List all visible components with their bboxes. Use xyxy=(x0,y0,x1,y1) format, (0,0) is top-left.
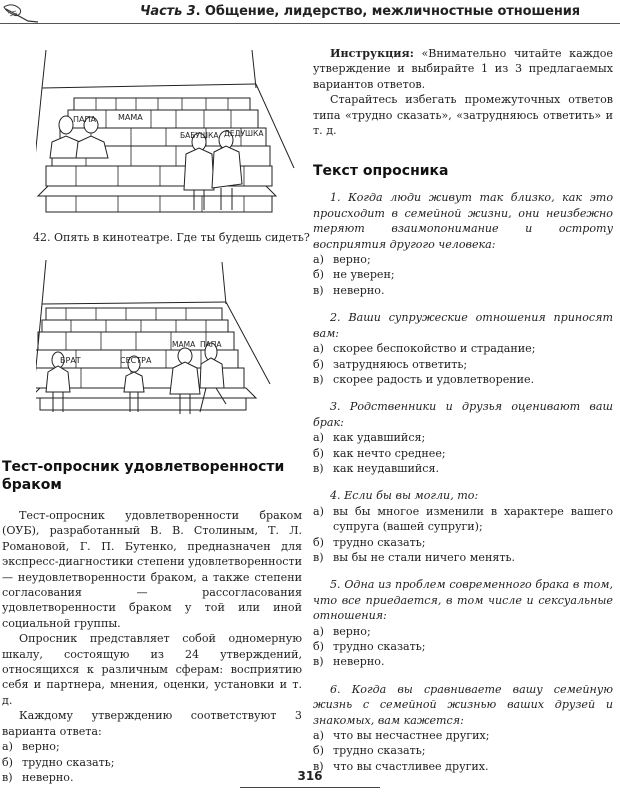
question-text: 1. Когда люди живут так близко, как это происходит в семейной жизни, они неизбежно теряют взаимопонимание и остроту восприятия другого человека: xyxy=(313,191,613,251)
option-label: а) xyxy=(2,740,13,754)
answer-option xyxy=(313,624,613,639)
answer-option xyxy=(313,654,613,669)
instruction-paragraph xyxy=(313,46,613,92)
option-text: как нечто среднее; xyxy=(333,446,446,460)
option-label: а) xyxy=(313,729,324,743)
question-text: 2. Ваши супружеские отношения приносят вам: xyxy=(313,311,613,340)
option-text: трудно сказать; xyxy=(333,640,426,653)
seat-label: МАМА xyxy=(118,113,143,122)
seat-label: БРАТ xyxy=(60,356,81,365)
option-label: б) xyxy=(313,640,325,653)
section-heading: Текст опросника xyxy=(313,163,449,180)
answer-option xyxy=(2,755,302,770)
option-text: верно; xyxy=(22,740,60,754)
option-label: в) xyxy=(313,372,324,386)
option-text: верно; xyxy=(333,253,371,267)
answer-option xyxy=(313,504,613,535)
spacer xyxy=(313,565,613,577)
answer-option xyxy=(313,430,613,445)
spacer xyxy=(313,476,613,488)
option-text: верно; xyxy=(333,624,371,638)
option-text: трудно сказать; xyxy=(333,744,426,758)
answer-option xyxy=(2,739,302,754)
instruction-label: Инструкция: xyxy=(330,47,414,60)
answer-option xyxy=(313,728,613,743)
questionnaire-list xyxy=(313,190,613,774)
running-header xyxy=(0,0,620,26)
seat-label: ДЕДУШКА xyxy=(224,129,264,138)
option-label: а) xyxy=(313,504,324,518)
person-figure xyxy=(46,343,226,414)
option-text: что вы счастливее других. xyxy=(333,759,489,773)
option-label: в) xyxy=(2,770,13,784)
answer-option xyxy=(313,461,613,476)
option-label: в) xyxy=(313,461,324,475)
quill-pen-icon xyxy=(2,1,42,25)
question-text: 5. Одна из проблем современного брака в том, что все приедается, в том числе и сексуальные отношения: xyxy=(313,578,613,623)
option-text: вы бы многое изменили в характере вашего супруга (вашей супруги); xyxy=(333,504,613,534)
option-text: как неудавшийся. xyxy=(333,461,440,475)
option-text: скорее радость и удовлетворение. xyxy=(333,372,535,386)
figure-caption: 42. Опять в кинотеатре. Где ты будешь сидеть? xyxy=(33,231,310,244)
question-text: 3. Родственники и друзья оценивают ваш брак: xyxy=(313,400,613,429)
answer-option xyxy=(313,550,613,565)
spacer xyxy=(313,387,613,399)
cinema-illustration-1 xyxy=(36,50,298,220)
option-text: трудно сказать; xyxy=(22,755,115,769)
paragraph: Каждому утверждению соответствуют 3 варианта ответа: xyxy=(2,709,302,738)
answer-option xyxy=(313,283,613,298)
option-label: а) xyxy=(313,342,324,356)
option-label: б) xyxy=(313,535,325,549)
paragraph: Опросник представляет собой одномерную шкалу, состоящую из 24 утверждений, относящихся к различным сферам: восприятию себя и партнера, мнения, оценки, установки и т. д. xyxy=(2,632,302,707)
option-text: затрудняюсь ответить; xyxy=(333,357,468,371)
header-rule xyxy=(0,23,620,24)
option-label: б) xyxy=(313,357,325,371)
option-label: в) xyxy=(313,759,324,773)
option-label: б) xyxy=(313,744,325,758)
header-title xyxy=(140,4,580,19)
answer-option xyxy=(313,743,613,758)
paragraph: Тест-опросник удовлетворенности браком (ОУБ), разработанный В. В. Столиным, Т. Л. Ромaновой, Г. П. Бутенко, предназначен для экспресс-диагностики степени удовлетворенности — неудовлетворенности браком, а также степени согласования — рассогласования удовлетворенности браком у той или иной социальной группы. xyxy=(2,509,302,630)
option-label: б) xyxy=(2,755,14,769)
option-label: б) xyxy=(313,268,325,282)
seat-label: БАБУШКА xyxy=(180,131,219,140)
seat-label: СЕСТРА xyxy=(120,356,152,365)
answer-option xyxy=(313,446,613,461)
question-text: 4. Если бы вы могли, то: xyxy=(330,489,479,503)
option-text: трудно сказать; xyxy=(333,535,426,549)
instruction-paragraph-2: Старайтесь избегать промежуточных ответов типа «трудно сказать», «затрудняюсь ответить» и т. д. xyxy=(313,93,613,138)
seat-label: МАМА xyxy=(172,340,196,349)
option-text: как удавшийся; xyxy=(333,431,426,445)
answer-option xyxy=(313,372,613,387)
right-column xyxy=(313,46,613,774)
page-number: 316 xyxy=(297,769,323,783)
option-label: в) xyxy=(313,655,324,669)
instruction-text: «Внимательно читайте каждое утверждение и выбирайте 1 из 3 предлагаемых вариантов ответов. xyxy=(313,47,613,91)
option-text: неверно. xyxy=(333,655,385,669)
option-text: неверно. xyxy=(22,770,74,784)
spacer xyxy=(313,670,613,682)
option-label: б) xyxy=(313,446,325,460)
option-label: а) xyxy=(313,431,324,445)
option-label: а) xyxy=(313,253,324,267)
option-label: в) xyxy=(313,550,324,564)
answer-option xyxy=(313,341,613,356)
spacer xyxy=(313,298,613,310)
answer-option xyxy=(313,639,613,654)
header-chapter-title: . Общение, лидерство, межличностные отношения xyxy=(195,4,581,19)
seat-label: ПАПА xyxy=(200,340,222,349)
answer-option xyxy=(313,357,613,372)
seat-label: ПАПА xyxy=(73,115,96,124)
answer-option xyxy=(313,252,613,267)
answer-option xyxy=(313,267,613,282)
option-text: неверно. xyxy=(333,283,385,297)
answer-option xyxy=(313,535,613,550)
option-text: не уверен; xyxy=(333,268,395,282)
left-column xyxy=(2,458,302,785)
cinema-illustration-2 xyxy=(36,260,298,430)
option-text: что вы несчастнее других; xyxy=(333,729,490,743)
section-heading: Тест-опросник удовлетворенности браком xyxy=(2,459,285,493)
option-text: скорее беспокойство и страдание; xyxy=(333,342,536,356)
footer-rule xyxy=(240,787,380,788)
option-text: вы бы не стали ничего менять. xyxy=(333,550,516,564)
option-label: а) xyxy=(313,624,324,638)
header-part-label: Часть 3 xyxy=(140,4,196,19)
question-text: 6. Когда вы сравниваете вашу семейную жизнь с семейной жизнью ваших друзей и знакомых, вам кажется: xyxy=(313,682,613,727)
option-label: в) xyxy=(313,283,324,297)
